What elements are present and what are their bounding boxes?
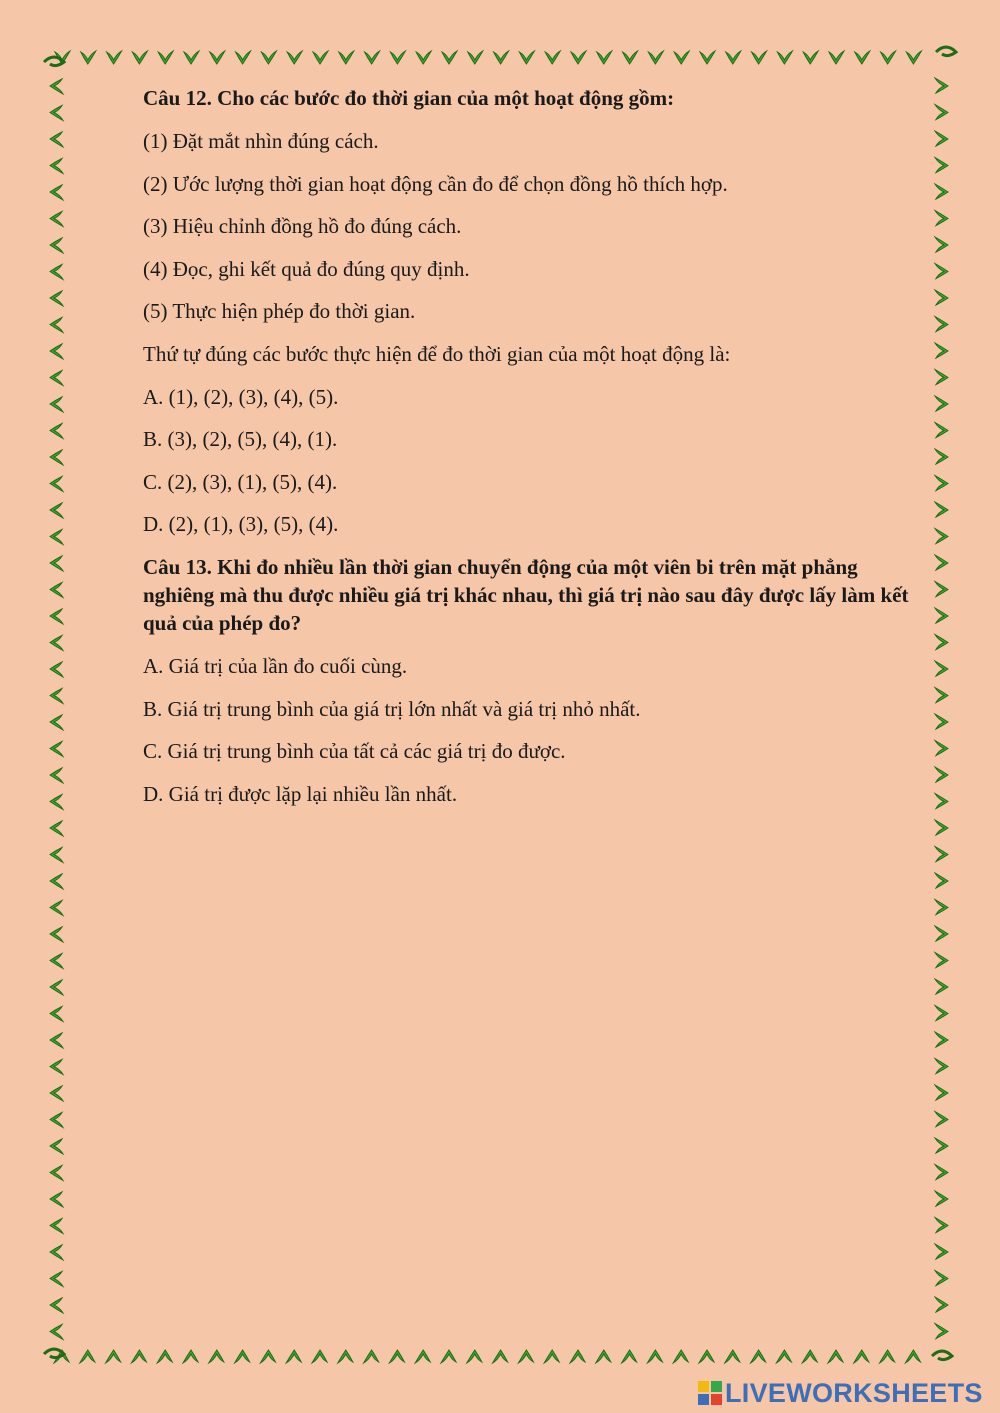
leaf-ornament-icon bbox=[802, 1350, 817, 1363]
leaf-ornament-icon bbox=[700, 51, 715, 64]
leaf-ornament-icon bbox=[50, 1166, 63, 1181]
leaf-ornament-icon bbox=[313, 51, 328, 64]
leaf-ornament-icon bbox=[50, 901, 63, 916]
leaf-ornament-icon bbox=[50, 848, 63, 863]
worksheet-content bbox=[143, 84, 913, 822]
leaf-ornament-icon bbox=[50, 1086, 63, 1101]
leaf-ornament-icon bbox=[935, 767, 948, 782]
leaf-ornament-icon bbox=[906, 51, 921, 64]
leaf-ornament-icon bbox=[50, 874, 63, 889]
leaf-ornament-icon bbox=[726, 51, 741, 64]
leaf-ornament-icon bbox=[880, 1350, 895, 1363]
leaf-ornament-icon bbox=[50, 768, 63, 783]
leaf-ornament-icon bbox=[935, 1165, 948, 1180]
leaf-ornament-icon bbox=[935, 714, 948, 729]
leaf-ornament-icon bbox=[236, 51, 251, 64]
leaf-ornament-icon bbox=[50, 609, 63, 624]
question-12-title: Câu 12. Cho các bước đo thời gian của một hoạt động gồm: bbox=[143, 86, 675, 110]
leaf-ornament-icon bbox=[545, 51, 560, 64]
leaf-ornament-icon bbox=[803, 51, 818, 64]
leaf-ornament-icon bbox=[935, 237, 948, 252]
leaf-ornament-icon bbox=[623, 51, 638, 64]
leaf-ornament-icon bbox=[50, 397, 63, 412]
leaf-ornament-icon bbox=[50, 212, 63, 227]
leaf-ornament-icon bbox=[312, 1350, 327, 1363]
leaf-ornament-icon bbox=[518, 1350, 533, 1363]
leaf-ornament-icon bbox=[935, 264, 948, 279]
leaf-ornament-icon bbox=[157, 1350, 172, 1363]
leaf-ornament-icon bbox=[699, 1350, 714, 1363]
leaf-ornament-icon bbox=[50, 265, 63, 280]
leaf-ornament-icon bbox=[50, 1325, 63, 1340]
question-13-option-d: D. Giá trị được lặp lại nhiều lần nhất. bbox=[143, 781, 458, 806]
leaf-ornament-icon bbox=[854, 1350, 869, 1363]
leaf-ornament-icon bbox=[364, 1350, 379, 1363]
leaf-ornament-icon bbox=[493, 1350, 508, 1363]
leaf-ornament-icon bbox=[50, 344, 63, 359]
leaf-ornament-icon bbox=[905, 1350, 920, 1363]
corner-swirl-icon bbox=[44, 1349, 64, 1358]
leaf-ornament-icon bbox=[50, 291, 63, 306]
leaf-ornament-icon bbox=[935, 1191, 948, 1206]
leaf-ornament-icon bbox=[286, 1350, 301, 1363]
leaf-ornament-icon bbox=[935, 476, 948, 491]
leaf-ornament-icon bbox=[50, 371, 63, 386]
leaf-ornament-icon bbox=[935, 688, 948, 703]
question-12-option-c: C. (2), (3), (1), (5), (4). bbox=[143, 469, 338, 494]
leaf-ornament-icon bbox=[158, 51, 173, 64]
leaf-ornament-icon bbox=[50, 662, 63, 677]
leaf-ornament-icon bbox=[50, 1192, 63, 1207]
leaf-ornament-icon bbox=[260, 1350, 275, 1363]
question-12-option-b: B. (3), (2), (5), (4), (1). bbox=[143, 427, 338, 452]
leaf-ornament-icon bbox=[50, 159, 63, 174]
leaf-ornament-icon bbox=[50, 1139, 63, 1154]
leaf-ornament-icon bbox=[132, 51, 147, 64]
leaf-ornament-icon bbox=[596, 1350, 611, 1363]
question-12-step-3: (3) Hiệu chỉnh đồng hồ đo đúng cách. bbox=[143, 214, 462, 239]
leaf-ornament-icon bbox=[935, 1059, 948, 1074]
leaf-ornament-icon bbox=[570, 1350, 585, 1363]
leaf-ornament-icon bbox=[50, 185, 63, 200]
leaf-ornament-icon bbox=[50, 980, 63, 995]
leaf-ornament-icon bbox=[494, 51, 509, 64]
question-12-step-1: (1) Đặt mắt nhìn đúng cách. bbox=[143, 129, 379, 153]
leaf-ornament-icon bbox=[50, 1060, 63, 1075]
leaf-ornament-icon bbox=[183, 1350, 198, 1363]
leaf-ornament-icon bbox=[416, 51, 431, 64]
leaf-ornament-icon bbox=[935, 608, 948, 623]
leaf-ornament-icon bbox=[777, 51, 792, 64]
leaf-ornament-icon bbox=[50, 79, 63, 94]
leaf-ornament-icon bbox=[935, 741, 948, 756]
leaf-ornament-icon bbox=[673, 1350, 688, 1363]
leaf-ornament-icon bbox=[648, 51, 663, 64]
leaf-ornament-icon bbox=[50, 503, 63, 518]
leaf-ornament-icon bbox=[881, 51, 896, 64]
liveworksheets-wordmark: LIVEWORKSHEETS bbox=[725, 1377, 983, 1408]
leaf-ornament-icon bbox=[544, 1350, 559, 1363]
corner-swirl-icon bbox=[936, 47, 956, 56]
leaf-ornament-icon bbox=[935, 1138, 948, 1153]
leaf-ornament-icon bbox=[935, 1006, 948, 1021]
leaf-ornament-icon bbox=[622, 1350, 637, 1363]
leaf-ornament-icon bbox=[935, 661, 948, 676]
question-12-option-d: D. (2), (1), (3), (5), (4). bbox=[143, 512, 339, 537]
leaf-ornament-icon bbox=[50, 927, 63, 942]
leaf-ornament-icon bbox=[210, 51, 225, 64]
leaf-ornament-icon bbox=[751, 1350, 766, 1363]
corner-swirl-icon bbox=[932, 1351, 952, 1360]
leaf-ornament-icon bbox=[50, 424, 63, 439]
leaf-ornament-icon bbox=[935, 1271, 948, 1286]
leaf-ornament-icon bbox=[935, 1112, 948, 1127]
leaf-ornament-icon bbox=[597, 51, 612, 64]
question-12-prompt: Thứ tự đúng các bước thực hiện để đo thời gian của một hoạt động là: bbox=[143, 341, 731, 366]
leaf-ornament-icon bbox=[935, 979, 948, 994]
question-13-title: Câu 13. Khi đo nhiều lần thời gian chuyển động của một viên bi trên mặt phẳng nghiêng mà thu được nhiều giá trị khác nhau, thì giá trị nào sau đây được lấy làm kết quả của phép đo? bbox=[143, 554, 909, 635]
leaf-ornament-icon bbox=[935, 635, 948, 650]
leaf-ornament-icon bbox=[50, 1245, 63, 1260]
leaf-ornament-icon bbox=[365, 51, 380, 64]
leaf-ornament-icon bbox=[81, 51, 96, 64]
leaf-ornament-icon bbox=[935, 105, 948, 120]
leaf-ornament-icon bbox=[935, 317, 948, 332]
question-12-step-4: (4) Đọc, ghi kết quả đo đúng quy định. bbox=[143, 256, 470, 281]
leaf-ornament-icon bbox=[935, 900, 948, 915]
leaf-ornament-icon bbox=[50, 450, 63, 465]
leaf-ornament-icon bbox=[935, 953, 948, 968]
question-13-option-c: C. Giá trị trung bình của tất cả các giá trị đo được. bbox=[143, 739, 566, 764]
leaf-ornament-icon bbox=[80, 1350, 95, 1363]
leaf-ornament-icon bbox=[935, 78, 948, 93]
leaf-ornament-icon bbox=[50, 1298, 63, 1313]
liveworksheets-logo bbox=[697, 1378, 983, 1408]
leaf-ornament-icon bbox=[935, 1244, 948, 1259]
leaf-ornament-icon bbox=[468, 51, 483, 64]
leaf-ornament-icon bbox=[50, 106, 63, 121]
leaf-ornament-icon bbox=[50, 132, 63, 147]
leaf-ornament-icon bbox=[935, 343, 948, 358]
leaf-ornament-icon bbox=[935, 582, 948, 597]
question-12-option-a: A. (1), (2), (3), (4), (5). bbox=[143, 384, 339, 409]
question-13-option-b: B. Giá trị trung bình của giá trị lớn nhất và giá trị nhỏ nhất. bbox=[143, 696, 641, 721]
leaf-ornament-icon bbox=[107, 51, 122, 64]
leaf-ornament-icon bbox=[935, 423, 948, 438]
leaf-ornament-icon bbox=[647, 1350, 662, 1363]
leaf-ornament-icon bbox=[184, 51, 199, 64]
leaf-ornament-icon bbox=[935, 794, 948, 809]
leaf-ornament-icon bbox=[935, 290, 948, 305]
leaf-ornament-icon bbox=[935, 1297, 948, 1312]
question-12-step-2: (2) Ước lượng thời gian hoạt động cần đo để chọn đồng hồ thích hợp. bbox=[143, 171, 728, 196]
leaf-ornament-icon bbox=[50, 742, 63, 757]
leaf-ornament-icon bbox=[441, 1350, 456, 1363]
leaf-ornament-icon bbox=[50, 1219, 63, 1234]
leaf-ornament-icon bbox=[50, 821, 63, 836]
leaf-ornament-icon bbox=[50, 715, 63, 730]
leaf-ornament-icon bbox=[390, 51, 405, 64]
leaf-ornament-icon bbox=[50, 1272, 63, 1287]
leaf-ornament-icon bbox=[50, 954, 63, 969]
leaf-ornament-icon bbox=[855, 51, 870, 64]
leaf-ornament-icon bbox=[467, 1350, 482, 1363]
leaf-ornament-icon bbox=[50, 636, 63, 651]
leaf-ornament-icon bbox=[571, 51, 586, 64]
leaf-ornament-icon bbox=[935, 158, 948, 173]
leaf-ornament-icon bbox=[935, 847, 948, 862]
leaf-ornament-icon bbox=[935, 873, 948, 888]
leaf-ornament-icon bbox=[235, 1350, 250, 1363]
leaf-ornament-icon bbox=[50, 689, 63, 704]
leaf-ornament-icon bbox=[935, 529, 948, 544]
leaf-ornament-icon bbox=[50, 556, 63, 571]
liveworksheets-mark-icon bbox=[697, 1380, 723, 1406]
leaf-ornament-icon bbox=[752, 51, 767, 64]
leaf-ornament-icon bbox=[935, 555, 948, 570]
leaf-ornament-icon bbox=[50, 530, 63, 545]
leaf-ornament-icon bbox=[50, 318, 63, 333]
question-13-option-a: A. Giá trị của lần đo cuối cùng. bbox=[143, 653, 408, 678]
leaf-ornament-icon bbox=[725, 1350, 740, 1363]
leaf-ornament-icon bbox=[50, 1033, 63, 1048]
leaf-ornament-icon bbox=[209, 1350, 224, 1363]
leaf-ornament-icon bbox=[935, 396, 948, 411]
leaf-ornament-icon bbox=[50, 1113, 63, 1128]
leaf-ornament-icon bbox=[935, 184, 948, 199]
leaf-ornament-icon bbox=[131, 1350, 146, 1363]
leaf-ornament-icon bbox=[106, 1350, 121, 1363]
leaf-ornament-icon bbox=[50, 583, 63, 598]
leaf-ornament-icon bbox=[50, 795, 63, 810]
leaf-ornament-icon bbox=[339, 51, 354, 64]
leaf-ornament-icon bbox=[338, 1350, 353, 1363]
corner-swirl-icon bbox=[44, 57, 64, 66]
leaf-ornament-icon bbox=[389, 1350, 404, 1363]
leaf-ornament-icon bbox=[935, 820, 948, 835]
leaf-ornament-icon bbox=[935, 1032, 948, 1047]
leaf-ornament-icon bbox=[935, 449, 948, 464]
leaf-ornament-icon bbox=[935, 926, 948, 941]
question-12-step-5: (5) Thực hiện phép đo thời gian. bbox=[143, 299, 416, 324]
leaf-ornament-icon bbox=[50, 1007, 63, 1022]
leaf-ornament-icon bbox=[442, 51, 457, 64]
leaf-ornament-icon bbox=[50, 238, 63, 253]
leaf-ornament-icon bbox=[935, 502, 948, 517]
leaf-ornament-icon bbox=[261, 51, 276, 64]
leaf-ornament-icon bbox=[674, 51, 689, 64]
leaf-ornament-icon bbox=[776, 1350, 791, 1363]
leaf-ornament-icon bbox=[935, 211, 948, 226]
leaf-ornament-icon bbox=[828, 1350, 843, 1363]
leaf-ornament-icon bbox=[935, 1218, 948, 1233]
leaf-ornament-icon bbox=[519, 51, 534, 64]
leaf-ornament-icon bbox=[829, 51, 844, 64]
leaf-ornament-icon bbox=[415, 1350, 430, 1363]
leaf-ornament-icon bbox=[50, 477, 63, 492]
leaf-ornament-icon bbox=[935, 131, 948, 146]
leaf-ornament-icon bbox=[935, 370, 948, 385]
leaf-ornament-icon bbox=[935, 1324, 948, 1339]
leaf-ornament-icon bbox=[287, 51, 302, 64]
leaf-ornament-icon bbox=[935, 1085, 948, 1100]
